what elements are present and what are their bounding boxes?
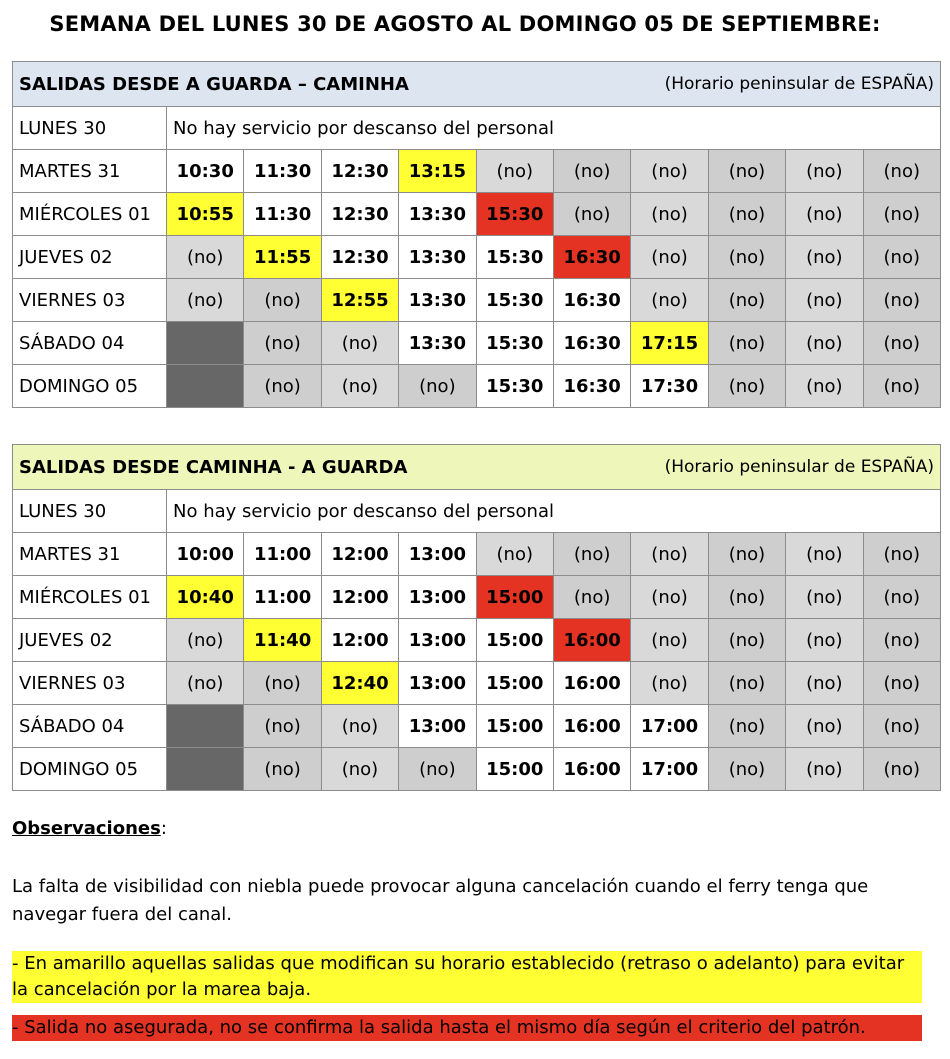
no-departure-cell: (no) (708, 705, 785, 748)
no-departure-cell: (no) (708, 322, 785, 365)
timezone-note: (Horario peninsular de ESPAÑA) (664, 456, 934, 477)
no-departure-cell: (no) (863, 576, 940, 619)
no-departure-cell: (no) (708, 236, 785, 279)
no-departure-cell: (no) (863, 365, 940, 408)
departure-time-cell: 15:30 (476, 365, 553, 408)
table-row (13, 619, 941, 662)
departure-time-cell: 16:00 (553, 662, 630, 705)
modified-departure-cell: 12:55 (321, 279, 398, 322)
table-header (13, 62, 941, 107)
no-departure-cell: (no) (863, 533, 940, 576)
table-row (13, 662, 941, 705)
no-departure-cell: (no) (631, 193, 708, 236)
departure-time-cell: 13:30 (399, 193, 476, 236)
schedule-table-guarda-caminha (12, 61, 941, 408)
departure-time-cell: 17:30 (631, 365, 708, 408)
table-row (13, 533, 941, 576)
no-departure-cell: (no) (863, 279, 940, 322)
no-departure-cell: (no) (708, 365, 785, 408)
departure-time-cell: 12:00 (321, 619, 398, 662)
no-departure-cell: (no) (786, 236, 863, 279)
departure-time-cell: 10:00 (167, 533, 244, 576)
modified-departure-cell: 12:40 (321, 662, 398, 705)
no-departure-cell: (no) (786, 193, 863, 236)
departure-time-cell: 13:30 (399, 279, 476, 322)
day-label: MIÉRCOLES 01 (13, 576, 167, 619)
day-label: VIERNES 03 (13, 662, 167, 705)
red-legend-note: - Salida no asegurada, no se confirma la salida hasta el mismo día según el criterio del patrón. (12, 1015, 922, 1041)
no-departure-cell: (no) (786, 150, 863, 193)
yellow-legend-note: - En amarillo aquellas salidas que modifican su horario establecido (retraso o adelanto) para evitar la cancelación por la marea baja. (12, 951, 922, 1003)
departure-time-cell: 12:00 (321, 533, 398, 576)
departure-time-cell: 11:30 (244, 193, 321, 236)
no-service-cell (167, 365, 244, 408)
day-label: MARTES 31 (13, 533, 167, 576)
no-departure-cell: (no) (553, 576, 630, 619)
table-row (13, 365, 941, 408)
no-departure-cell: (no) (786, 662, 863, 705)
no-departure-cell: (no) (244, 322, 321, 365)
no-departure-cell: (no) (786, 619, 863, 662)
no-departure-cell: (no) (476, 533, 553, 576)
no-departure-cell: (no) (708, 576, 785, 619)
modified-departure-cell: 10:55 (167, 193, 244, 236)
departure-time-cell: 16:00 (553, 748, 630, 791)
departure-time-cell: 15:30 (476, 236, 553, 279)
no-departure-cell: (no) (708, 619, 785, 662)
table-header-row (13, 62, 941, 107)
day-label: MIÉRCOLES 01 (13, 193, 167, 236)
no-departure-cell: (no) (631, 576, 708, 619)
day-label: VIERNES 03 (13, 279, 167, 322)
departure-time-cell: 13:00 (399, 619, 476, 662)
day-label: DOMINGO 05 (13, 748, 167, 791)
no-departure-cell: (no) (708, 748, 785, 791)
departure-time-cell: 15:00 (476, 662, 553, 705)
no-departure-cell: (no) (244, 365, 321, 408)
no-departure-cell: (no) (244, 662, 321, 705)
no-service-note: No hay servicio por descanso del personal (167, 490, 941, 533)
no-departure-cell: (no) (244, 279, 321, 322)
no-departure-cell: (no) (399, 365, 476, 408)
departure-time-cell: 15:00 (476, 619, 553, 662)
closed-day-row (13, 107, 941, 150)
table-row (13, 576, 941, 619)
no-departure-cell: (no) (167, 619, 244, 662)
departure-time-cell: 12:30 (321, 150, 398, 193)
no-departure-cell: (no) (786, 705, 863, 748)
no-departure-cell: (no) (708, 150, 785, 193)
no-departure-cell: (no) (476, 150, 553, 193)
no-departure-cell: (no) (863, 748, 940, 791)
observations-heading (12, 815, 922, 843)
day-label: DOMINGO 05 (13, 365, 167, 408)
no-departure-cell: (no) (708, 279, 785, 322)
modified-departure-cell: 11:40 (244, 619, 321, 662)
day-label: JUEVES 02 (13, 236, 167, 279)
no-departure-cell: (no) (631, 279, 708, 322)
table-row (13, 279, 941, 322)
observations-title: Observaciones (12, 818, 161, 839)
modified-departure-cell: 11:55 (244, 236, 321, 279)
no-departure-cell: (no) (786, 748, 863, 791)
schedule-table-caminha-guarda (12, 444, 941, 791)
departure-time-cell: 10:30 (167, 150, 244, 193)
no-departure-cell: (no) (863, 619, 940, 662)
no-departure-cell: (no) (863, 193, 940, 236)
no-departure-cell: (no) (786, 533, 863, 576)
no-departure-cell: (no) (244, 705, 321, 748)
table-row (13, 748, 941, 791)
day-label: LUNES 30 (13, 490, 167, 533)
no-departure-cell: (no) (321, 705, 398, 748)
departure-time-cell: 13:00 (399, 576, 476, 619)
day-label: SÁBADO 04 (13, 322, 167, 365)
no-departure-cell: (no) (863, 662, 940, 705)
departure-time-cell: 11:00 (244, 576, 321, 619)
departure-time-cell: 16:30 (553, 322, 630, 365)
no-departure-cell: (no) (863, 150, 940, 193)
unconfirmed-departure-cell: 16:00 (553, 619, 630, 662)
no-departure-cell: (no) (631, 236, 708, 279)
unconfirmed-departure-cell: 15:00 (476, 576, 553, 619)
no-departure-cell: (no) (786, 576, 863, 619)
departure-time-cell: 13:00 (399, 662, 476, 705)
departure-time-cell: 11:30 (244, 150, 321, 193)
no-service-cell (167, 705, 244, 748)
table-header-row (13, 445, 941, 490)
departure-time-cell: 15:00 (476, 748, 553, 791)
no-departure-cell: (no) (553, 193, 630, 236)
no-departure-cell: (no) (167, 662, 244, 705)
unconfirmed-departure-cell: 15:30 (476, 193, 553, 236)
observations-colon: : (160, 818, 167, 839)
departure-time-cell: 12:30 (321, 193, 398, 236)
departure-time-cell: 17:00 (631, 705, 708, 748)
no-service-note: No hay servicio por descanso del personal (167, 107, 941, 150)
departure-time-cell: 13:30 (399, 322, 476, 365)
table-row (13, 193, 941, 236)
no-departure-cell: (no) (863, 322, 940, 365)
unconfirmed-departure-cell: 16:30 (553, 236, 630, 279)
no-service-cell (167, 322, 244, 365)
departure-time-cell: 12:00 (321, 576, 398, 619)
day-label: LUNES 30 (13, 107, 167, 150)
departure-time-cell: 15:00 (476, 705, 553, 748)
departure-time-cell: 11:00 (244, 533, 321, 576)
no-service-cell (167, 748, 244, 791)
no-departure-cell: (no) (786, 322, 863, 365)
observations-text: La falta de visibilidad con niebla puede provocar alguna cancelación cuando el ferry tenga que navegar fuera del canal. (12, 876, 869, 925)
departure-time-cell: 17:00 (631, 748, 708, 791)
closed-day-row (13, 490, 941, 533)
no-departure-cell: (no) (631, 662, 708, 705)
table-header (13, 445, 941, 490)
no-departure-cell: (no) (631, 533, 708, 576)
no-departure-cell: (no) (244, 748, 321, 791)
day-label: MARTES 31 (13, 150, 167, 193)
departure-time-cell: 16:30 (553, 365, 630, 408)
departure-time-cell: 12:30 (321, 236, 398, 279)
table-row (13, 150, 941, 193)
table-row (13, 236, 941, 279)
no-departure-cell: (no) (863, 236, 940, 279)
departure-time-cell: 13:00 (399, 705, 476, 748)
modified-departure-cell: 10:40 (167, 576, 244, 619)
no-departure-cell: (no) (553, 533, 630, 576)
no-departure-cell: (no) (399, 748, 476, 791)
departure-time-cell: 15:30 (476, 279, 553, 322)
departure-time-cell: 16:00 (553, 705, 630, 748)
no-departure-cell: (no) (786, 279, 863, 322)
no-departure-cell: (no) (786, 365, 863, 408)
table-row (13, 322, 941, 365)
departure-time-cell: 13:00 (399, 533, 476, 576)
no-departure-cell: (no) (631, 150, 708, 193)
no-departure-cell: (no) (708, 662, 785, 705)
table-title: SALIDAS DESDE A GUARDA – CAMINHA (19, 73, 409, 95)
modified-departure-cell: 17:15 (631, 322, 708, 365)
no-departure-cell: (no) (863, 705, 940, 748)
departure-time-cell: 16:30 (553, 279, 630, 322)
departure-time-cell: 15:30 (476, 322, 553, 365)
no-departure-cell: (no) (708, 193, 785, 236)
no-departure-cell: (no) (553, 150, 630, 193)
table-title: SALIDAS DESDE CAMINHA - A GUARDA (19, 456, 408, 478)
no-departure-cell: (no) (167, 236, 244, 279)
page-title: SEMANA DEL LUNES 30 DE AGOSTO AL DOMINGO 05 DE SEPTIEMBRE: (49, 12, 881, 36)
day-label: JUEVES 02 (13, 619, 167, 662)
timezone-note: (Horario peninsular de ESPAÑA) (664, 73, 934, 94)
no-departure-cell: (no) (708, 533, 785, 576)
modified-departure-cell: 13:15 (399, 150, 476, 193)
day-label: SÁBADO 04 (13, 705, 167, 748)
no-departure-cell: (no) (321, 365, 398, 408)
no-departure-cell: (no) (167, 279, 244, 322)
no-departure-cell: (no) (631, 619, 708, 662)
no-departure-cell: (no) (321, 748, 398, 791)
no-departure-cell: (no) (321, 322, 398, 365)
departure-time-cell: 13:30 (399, 236, 476, 279)
table-row (13, 705, 941, 748)
